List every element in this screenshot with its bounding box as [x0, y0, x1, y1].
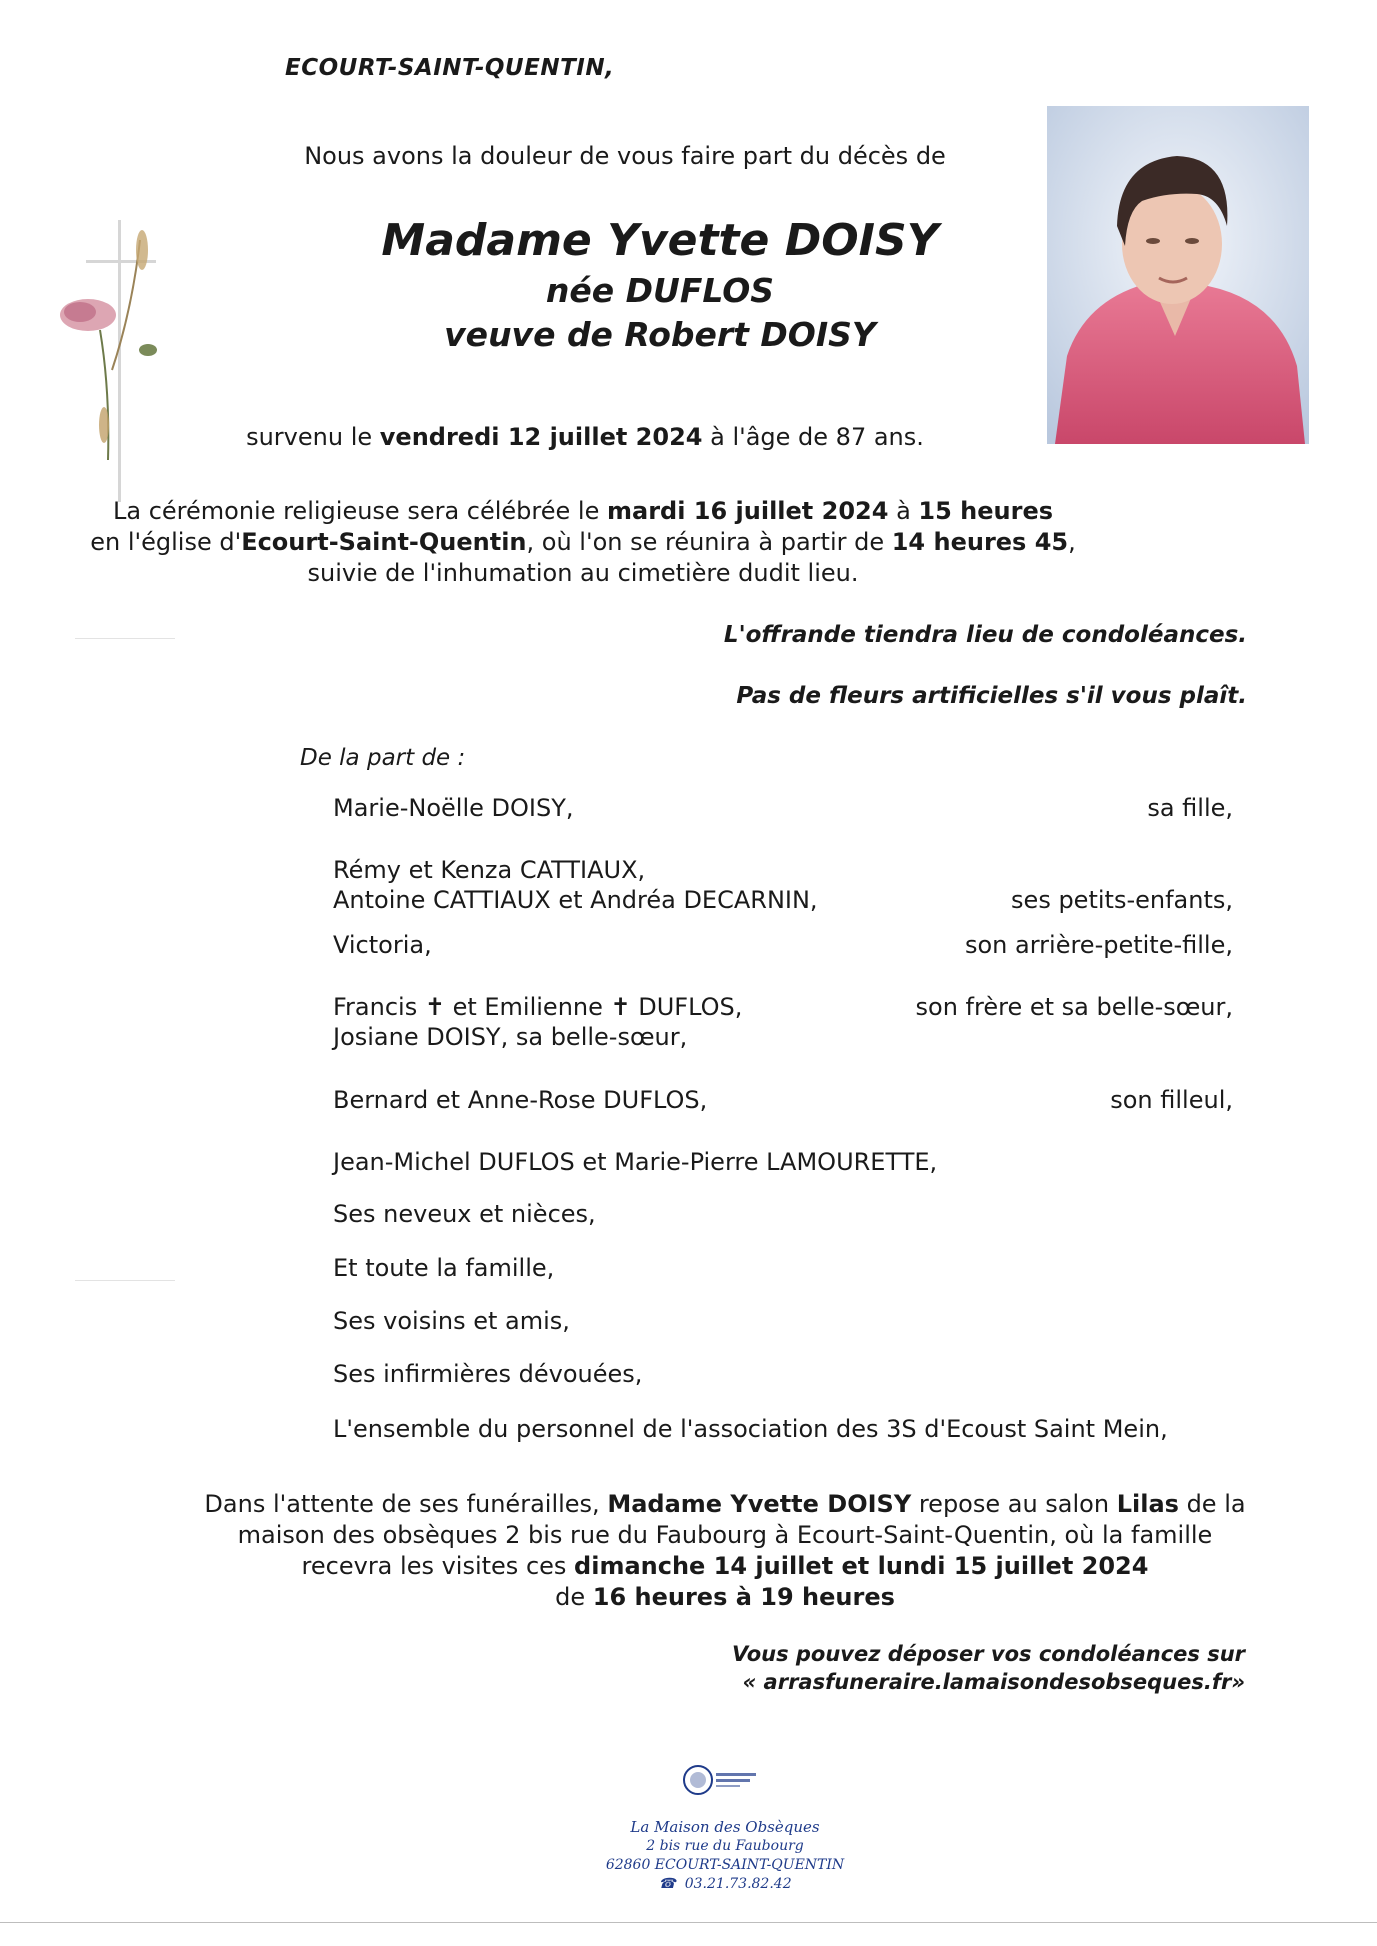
- death-date: vendredi 12 juillet 2024: [379, 423, 703, 451]
- funeral-home-phone-line: [505, 1875, 945, 1894]
- funeral-home-city: 62860 ECOURT-SAINT-QUENTIN: [605, 1857, 845, 1873]
- ceremony-line-2: [83, 527, 1083, 558]
- decorative-line: [75, 1280, 175, 1281]
- visit-hours: 16 heures à 19 heures: [592, 1583, 895, 1611]
- ceremony-time: 15 heures: [918, 497, 1054, 525]
- condolences-line-1: Vous pouvez déposer vos condoléances sur: [731, 1642, 1245, 1666]
- portrait-photo: [1047, 106, 1309, 444]
- wake-line-2: maison des obsèques 2 bis rue du Faubourg à Ecourt-Saint-Quentin, où la famille: [237, 1521, 1213, 1549]
- wake-line-4: [190, 1582, 1260, 1613]
- wake-text: Dans l'attente de ses funérailles,: [204, 1490, 608, 1518]
- deceased-name: Madame Yvette DOISY: [381, 215, 939, 266]
- family-names: Bernard et Anne-Rose DUFLOS,: [333, 1086, 708, 1114]
- funeral-home-phone: 03.21.73.82.42: [684, 1876, 792, 1892]
- ceremony-date: mardi 16 juillet 2024: [606, 497, 889, 525]
- ceremony-line-1: [83, 496, 1083, 527]
- family-names: Josiane DOISY, sa belle-sœur,: [333, 1023, 688, 1051]
- funeral-home-footer: [505, 1818, 945, 1894]
- visit-dates: dimanche 14 juillet et lundi 15 juillet 2024: [574, 1552, 1149, 1580]
- family-names: Et toute la famille,: [333, 1254, 555, 1282]
- ceremony-paragraph: [83, 496, 1083, 589]
- death-line: [135, 423, 1035, 451]
- condolences-website: « arrasfuneraire.lamaisondesobseques.fr»: [742, 1670, 1245, 1694]
- family-relation: son arrière-petite-fille,: [964, 931, 1233, 959]
- ceremony-line-3: suivie de l'inhumation au cimetière dudit lieu.: [307, 559, 859, 587]
- wake-line-3: [190, 1551, 1260, 1582]
- wake-line-1: [190, 1489, 1260, 1520]
- gathering-time: 14 heures 45: [891, 528, 1069, 556]
- wake-text: repose au salon: [911, 1490, 1117, 1518]
- maiden-name: née DUFLOS: [545, 271, 775, 310]
- ceremony-text: La cérémonie religieuse sera célébrée le: [112, 497, 607, 525]
- funeral-home-name: La Maison des Obsèques: [630, 1818, 820, 1836]
- family-relation: son frère et sa belle-sœur,: [915, 993, 1233, 1021]
- family-names: Antoine CATTIAUX et Andréa DECARNIN,: [333, 886, 818, 914]
- wake-paragraph: [190, 1489, 1260, 1613]
- decorative-line: [75, 638, 175, 639]
- intro-text: Nous avons la douleur de vous faire part du décès de: [304, 142, 946, 170]
- family-names: L'ensemble du personnel de l'association des 3S d'Ecoust Saint Mein,: [333, 1415, 1168, 1443]
- ceremony-text: ,: [1068, 528, 1076, 556]
- funeral-home-address: 2 bis rue du Faubourg: [646, 1838, 804, 1854]
- deceased-name-block: [260, 213, 1060, 357]
- family-names: Marie-Noëlle DOISY,: [333, 794, 574, 822]
- ceremony-text: , où l'on se réunira à partir de: [526, 528, 892, 556]
- page-bottom-line: [0, 1922, 1377, 1923]
- ceremony-text: en l'église d': [90, 528, 242, 556]
- family-names: Jean-Michel DUFLOS et Marie-Pierre LAMOURETTE,: [333, 1148, 938, 1176]
- family-names: Ses infirmières dévouées,: [333, 1360, 643, 1388]
- family-relation: sa fille,: [1147, 794, 1233, 822]
- widow-of: veuve de Robert DOISY: [444, 315, 876, 354]
- wake-text: recevra les visites ces: [301, 1552, 575, 1580]
- ceremony-text: à: [888, 497, 919, 525]
- funeral-home-logo-icon: [682, 1760, 772, 1800]
- death-pre: survenu le: [246, 423, 380, 451]
- family-relation: son filleul,: [1110, 1086, 1233, 1114]
- death-post: à l'âge de 87 ans.: [702, 423, 924, 451]
- from-label: De la part de :: [300, 745, 466, 771]
- family-names: Ses neveux et nièces,: [333, 1200, 596, 1228]
- condolences-note: [732, 1640, 1245, 1696]
- town-heading: ECOURT-SAINT-QUENTIN,: [285, 55, 615, 81]
- wake-name: Madame Yvette DOISY: [607, 1490, 912, 1518]
- family-names: Rémy et Kenza CATTIAUX,: [333, 856, 646, 884]
- family-names: Victoria,: [333, 931, 432, 959]
- phone-icon: ☎: [658, 1876, 676, 1892]
- family-names: Ses voisins et amis,: [333, 1307, 570, 1335]
- wake-text: de: [555, 1583, 593, 1611]
- cross-flower-icon: [50, 220, 180, 502]
- wake-text: de la: [1178, 1490, 1246, 1518]
- salon-name: Lilas: [1116, 1490, 1179, 1518]
- ceremony-place: Ecourt-Saint-Quentin: [241, 528, 527, 556]
- flowers-note: Pas de fleurs artificielles s'il vous plaît.: [736, 683, 1247, 709]
- family-names: Francis ✝ et Emilienne ✝ DUFLOS,: [333, 993, 743, 1021]
- family-relation: ses petits-enfants,: [1011, 886, 1233, 914]
- offering-note: L'offrande tiendra lieu de condoléances.: [723, 622, 1247, 648]
